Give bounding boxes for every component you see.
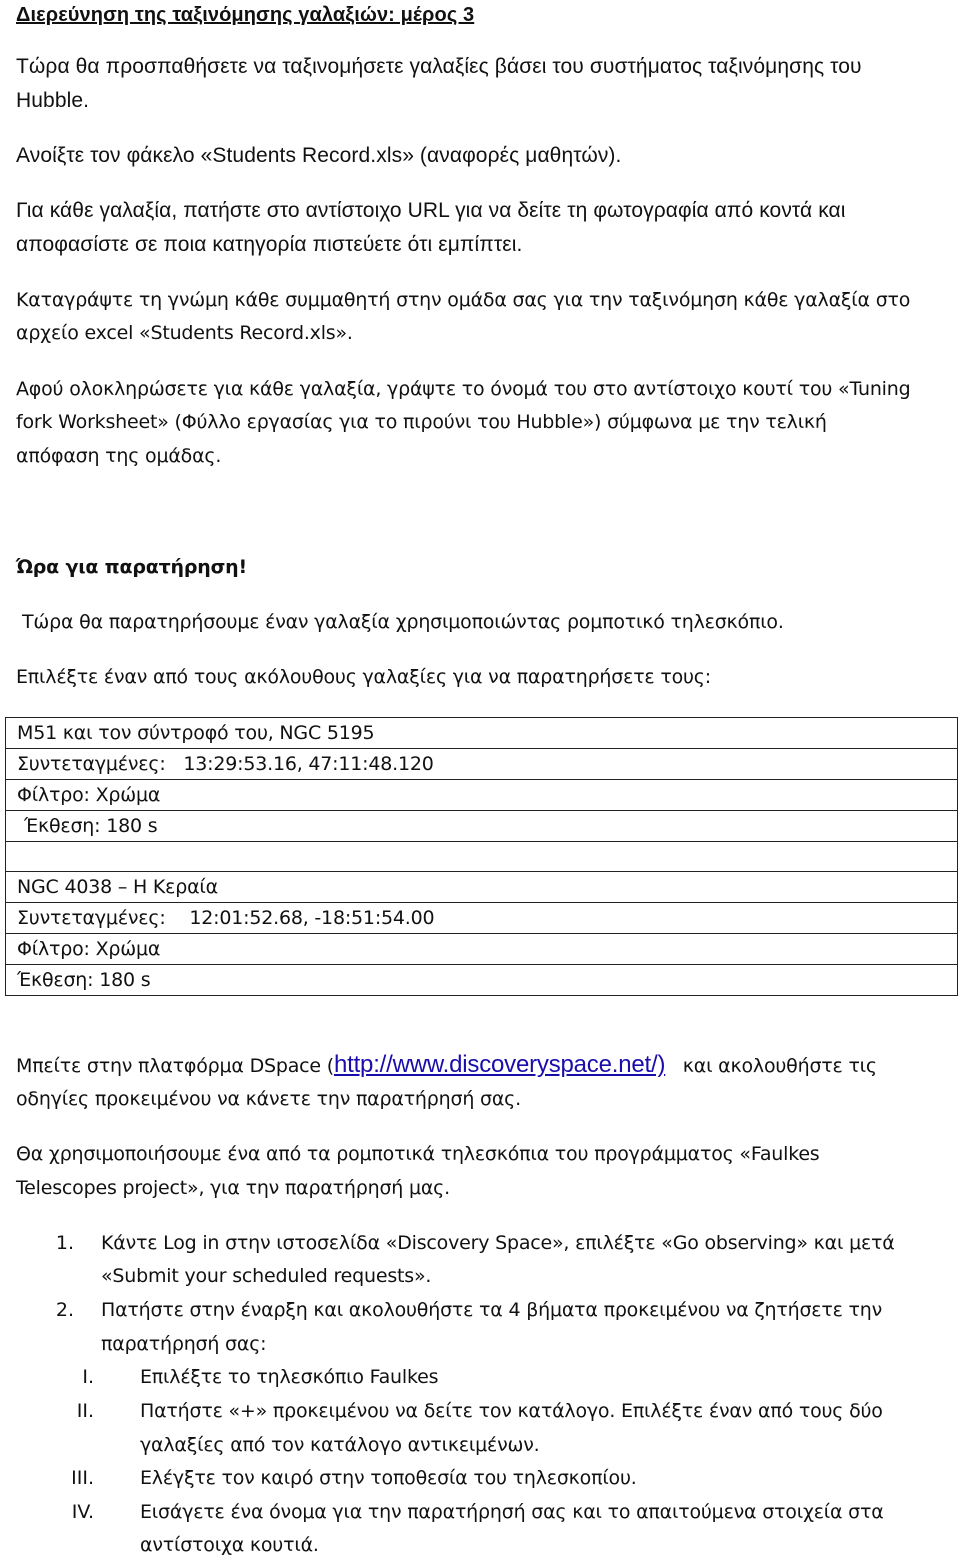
target-2-name: NGC 4038 – Η Κεραία: [6, 872, 958, 903]
intro-p5-line3: απόφαση της ομάδας.: [16, 445, 222, 467]
substep-4-line1: Εισάγετε ένα όνομα για την παρατήρησή σας και το απαιτούμενα στοιχεία στα: [140, 1501, 884, 1523]
table-spacer: [6, 842, 958, 872]
table-row: [6, 811, 958, 842]
intro-p5-line2: fork Worksheet» (Φύλλο εργασίας για το πιρούνι του Hubble») σύμφωνα με την τελική: [16, 411, 827, 433]
table-row: [6, 780, 958, 811]
coords-label: Συντεταγμένες:: [17, 907, 166, 929]
observation-heading: Ώρα για παρατήρηση!: [16, 556, 247, 578]
intro-p3-line1: Για κάθε γαλαξία, πατήστε στο αντίστοιχο URL για να δείτε τη φωτογραφία από κοντά και: [16, 199, 846, 222]
target-2-filter: Φίλτρο: Χρώμα: [6, 934, 958, 965]
substep-1-number: I.: [82, 1366, 94, 1388]
substep-2-line2: γαλαξίες από τον κατάλογο αντικειμένων.: [140, 1434, 540, 1456]
table-row: [6, 934, 958, 965]
table-row: [6, 842, 958, 872]
table-row: [6, 718, 958, 749]
intro-p1-line2: Hubble.: [16, 89, 90, 112]
substep-1-line1: Επιλέξτε το τηλεσκόπιο Faulkes: [140, 1366, 439, 1388]
table-row: [6, 903, 958, 934]
intro-p4-line1: Καταγράψτε τη γνώμη κάθε συμμαθητή στην ομάδα σας για την ταξινόμηση κάθε γαλαξία στο: [16, 289, 911, 311]
step-1-line2: «Submit your scheduled requests».: [101, 1265, 432, 1287]
table-row: [6, 965, 958, 996]
substep-4-line2: αντίστοιχα κουτιά.: [140, 1534, 319, 1556]
target-2-exposure: Έκθεση: 180 s: [6, 965, 958, 996]
target-2-coords: [6, 903, 958, 934]
substep-2-line1: Πατήστε «+» προκειμένου να δείτε τον κατάλογο. Επιλέξτε έναν από τους δύο: [140, 1400, 883, 1422]
substep-3-line1: Ελέγξτε τον καιρό στην τοποθεσία του τηλεσκοπίου.: [140, 1467, 637, 1489]
intro-p3-line2: αποφασίστε σε ποια κατηγορία πιστεύετε ότι εμπίπτει.: [16, 233, 523, 256]
table-row: [6, 872, 958, 903]
substep-3-number: III.: [71, 1467, 94, 1489]
target-1-name: M51 και τον σύντροφό του, NGC 5195: [6, 718, 958, 749]
dspace-text-after: και ακολουθήστε τις: [682, 1055, 877, 1077]
discoveryspace-link[interactable]: http://www.discoveryspace.net/): [333, 1051, 666, 1078]
intro-p2: Ανοίξτε τον φάκελο «Students Record.xls» (αναφορές μαθητών).: [16, 144, 622, 167]
page-title: Διερεύνηση της ταξινόμησης γαλαξιών: μέρος 3: [16, 4, 475, 26]
coords-value: 12:01:52.68, -18:51:54.00: [189, 907, 435, 929]
step-2-line2: παρατήρησή σας:: [101, 1333, 267, 1355]
coords-value: 13:29:53.16, 47:11:48.120: [183, 753, 434, 775]
observation-p2: Επιλέξτε έναν από τους ακόλουθους γαλαξίες για να παρατηρήσετε τους:: [16, 666, 711, 688]
dspace-line1: [16, 1050, 877, 1081]
step-2-line1: Πατήστε στην έναρξη και ακολουθήστε τα 4 βήματα προκειμένου να ζητήσετε την: [101, 1299, 883, 1321]
step-2-number: 2.: [55, 1299, 74, 1321]
faulkes-line1: Θα χρησιμοποιήσουμε ένα από τα ρομποτικά τηλεσκόπια του προγράμματος «Faulkes: [16, 1143, 820, 1165]
substep-2-number: II.: [76, 1400, 94, 1422]
targets-table: [5, 717, 958, 996]
target-1-filter: Φίλτρο: Χρώμα: [6, 780, 958, 811]
table-row: [6, 749, 958, 780]
dspace-text: Μπείτε στην πλατφόρμα DSpace (: [16, 1055, 334, 1077]
intro-p5-line1: Αφού ολοκληρώσετε για κάθε γαλαξία, γράψτε το όνομά του στο αντίστοιχο κουτί του «Tuning: [16, 378, 911, 400]
coords-label: Συντεταγμένες:: [17, 753, 166, 775]
step-1-line1: Κάντε Log in στην ιστοσελίδα «Discovery Space», επιλέξτε «Go observing» και μετά: [101, 1232, 895, 1254]
target-1-exposure: Έκθεση: 180 s: [6, 811, 958, 842]
target-1-coords: [6, 749, 958, 780]
dspace-line2: οδηγίες προκειμένου να κάνετε την παρατήρησή σας.: [16, 1088, 521, 1110]
intro-p4-line2: αρχείο excel «Students Record.xls».: [16, 322, 353, 344]
observation-p1: Τώρα θα παρατηρήσουμε έναν γαλαξία χρησιμοποιώντας ρομποτικό τηλεσκόπιο.: [22, 611, 784, 633]
faulkes-line2: Telescopes project», για την παρατήρησή μας.: [16, 1177, 450, 1199]
substep-4-number: IV.: [71, 1501, 94, 1523]
intro-p1-line1: Τώρα θα προσπαθήσετε να ταξινομήσετε γαλαξίες βάσει του συστήματος ταξινόμησης του: [16, 55, 862, 78]
step-1-number: 1.: [55, 1232, 74, 1254]
